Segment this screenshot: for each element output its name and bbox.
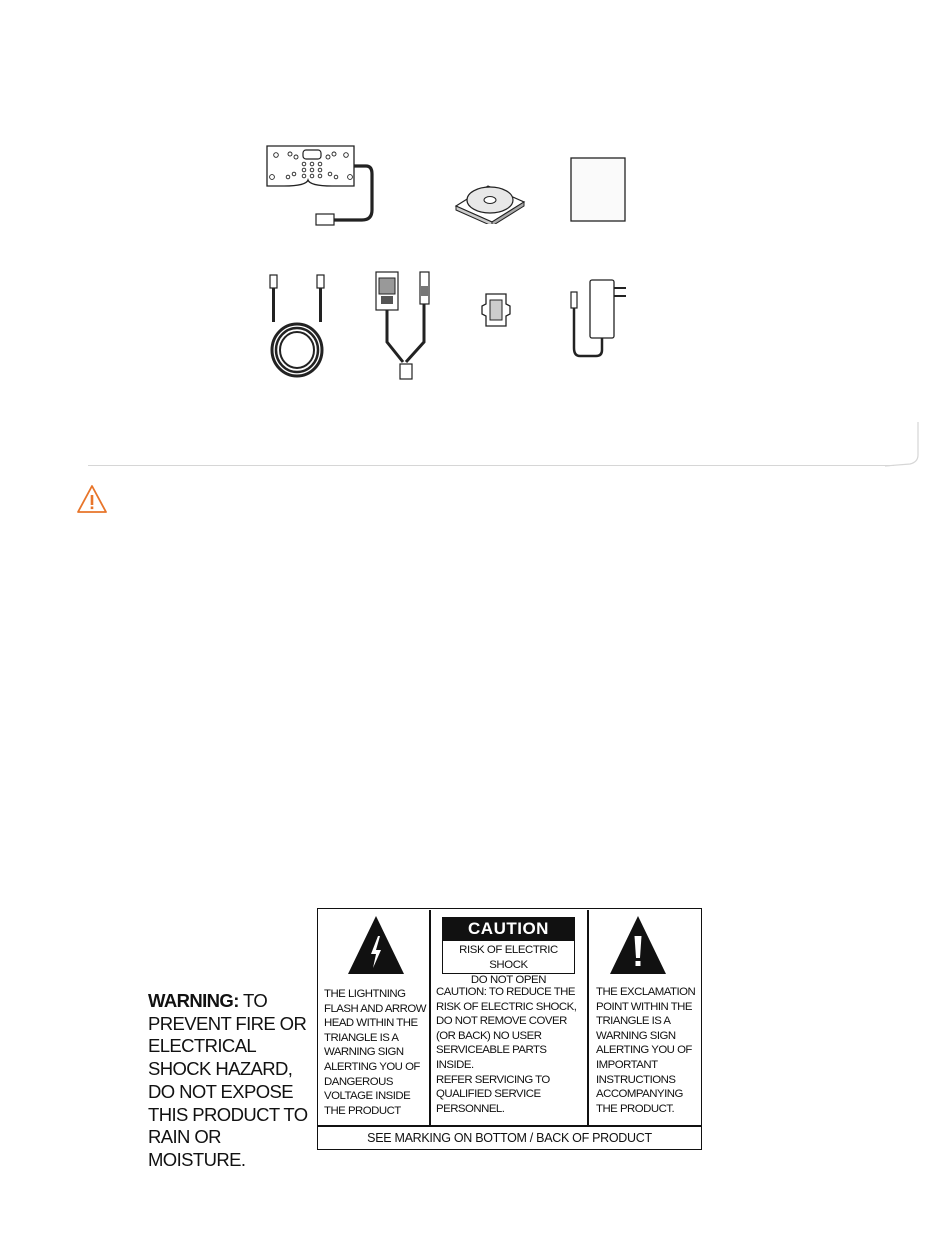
db9-gender-changer-icon	[480, 290, 512, 330]
caution-subtitle-line: DO NOT OPEN	[470, 974, 547, 986]
caution-subtitle-line: RISK OF ELECTRIC SHOCK	[459, 944, 558, 971]
warning-body: TO PREVENT FIRE OR ELECTRICAL SHOCK HAZARD, DO NOT EXPOSE THIS PRODUCT TO RAIN OR MOISTURE.	[148, 990, 308, 1170]
section-divider	[88, 465, 894, 466]
lightning-triangle-icon	[346, 914, 406, 976]
keypad-controller-icon	[262, 140, 382, 230]
software-cd-icon	[452, 168, 528, 224]
caution-subtitle	[442, 940, 575, 986]
manual-sheet-icon	[570, 157, 628, 223]
warning-statement	[148, 990, 318, 1172]
exclamation-explanation: THE EXCLAMATION POINT WITHIN THE TRIANGLE IS A WARNING SIGN ALERTING YOU OF IMPORTANT INSTRUCTIONS ACCOMPANYING THE PRODUCT.	[596, 986, 696, 1115]
warning-label: WARNING:	[148, 990, 239, 1011]
label-column-divider	[429, 910, 431, 1126]
coiled-phone-cable-icon	[260, 270, 330, 380]
caution-title: CAUTION	[442, 917, 575, 940]
lightning-explanation: THE LIGHTNING FLASH AND ARROW HEAD WITHIN THE TRIANGLE IS A WARNING SIGN ALERTING YOU OF DANGEROUS VOLTAGE INSIDE THE PRODUCT	[324, 988, 426, 1117]
y-adapter-cable-icon	[370, 268, 436, 384]
power-adapter-icon	[564, 272, 634, 372]
page-edge-curve	[885, 420, 925, 470]
label-footer: SEE MARKING ON BOTTOM / BACK OF PRODUCT	[367, 1131, 652, 1145]
caution-explanation: CAUTION: TO REDUCE THE RISK OF ELECTRIC SHOCK, DO NOT REMOVE COVER (OR BACK) NO USER SERVICEABLE PARTS INSIDE. REFER SERVICING TO QUALIFIED SERVICE PERSONNEL.	[436, 986, 577, 1115]
label-column-divider	[587, 910, 589, 1126]
caution-triangle-icon	[76, 484, 108, 514]
exclamation-triangle-icon	[608, 914, 668, 976]
